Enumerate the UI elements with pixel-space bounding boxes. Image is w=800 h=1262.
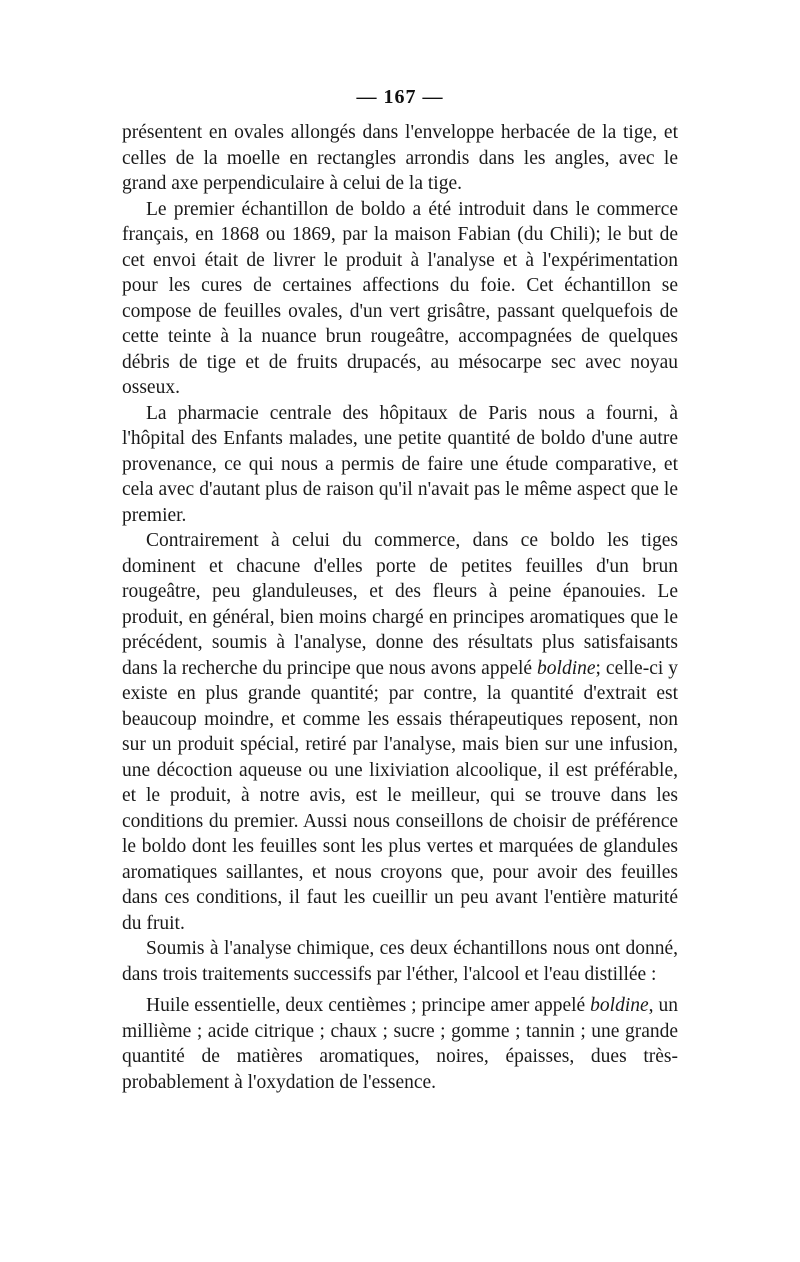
paragraph-results-text-a: Huile essentielle, deux centièmes ; principe amer appelé — [146, 995, 591, 1016]
paragraph-continuation: présentent en ovales allongés dans l'enveloppe herbacée de la tige, et celles de la moelle en rectangles arrondis dans les angles, avec le grand axe perpendiculaire à celui de la tige. — [122, 122, 678, 194]
paragraph-second-sample: La pharmacie centrale des hôpitaux de Paris nous a fourni, à l'hôpital des Enfants malades, une petite quantité de boldo d'une autre provenance, ce qui nous a permis de faire une étude comparative, et cela avec d'autant plus de raison qu'il n'avait pas le même aspect que le premier. — [122, 402, 678, 526]
paragraph-results-text-b: , un millième ; acide citrique ; chaux ; sucre ; gomme ; tannin ; une grande quantité de matières aromatiques, noires, épaisses, dues très-probablement à l'oxydation de l'essence. — [122, 995, 678, 1093]
term-boldine-2: boldine — [590, 995, 649, 1016]
body-text — [122, 120, 678, 1095]
paragraph-comparison — [122, 528, 678, 936]
paragraph-analysis: Soumis à l'analyse chimique, ces deux échantillons nous ont donné, dans trois traitements successifs par l'éther, l'alcool et l'eau distillée : — [122, 938, 678, 985]
paragraph-first-sample: Le premier échantillon de boldo a été introduit dans le commerce français, en 1868 ou 1869, par la maison Fabian (du Chili); le but de cet envoi était de livrer le produit à l'analyse et à l'expérimentation pour les cures de certaines affections du foie. Cet échantillon se compose de feuilles ovales, d'un vert grisâtre, passant quelquefois de cette teinte à la nuance brun rougeâtre, accompagnées de quelques débris de tige et de fruits drupacés, au mésocarpe sec avec noyau osseux. — [122, 198, 678, 398]
paragraph-results — [122, 993, 678, 1095]
paragraph-comparison-text-a: Contrairement à celui du commerce, dans ce boldo les tiges dominent et chacune d'elles porte de petites feuilles d'un brun rougeâtre, peu glanduleuses, et des fleurs à peine épanouies. Le produit, en général, bien moins chargé en principes aromatiques que le précédent, soumis à l'analyse, donne des résultats plus satisfaisants dans la recherche du principe que nous avons appelé — [122, 530, 678, 679]
page-number: — 167 — — [356, 86, 444, 108]
paragraph-comparison-text-b: ; celle-ci y existe en plus grande quantité; par contre, la quantité d'extrait est beaucoup moindre, et comme les essais thérapeutiques reposent, non sur un produit spécial, retiré par l'analyse, mais bien sur une infusion, une décoction aqueuse ou une lixiviation alcoolique, il est préférable, et le produit, à notre avis, est le meilleur, qui se trouve dans les conditions du premier. Aussi nous conseillons de choisir de préférence le boldo dont les feuilles sont les plus vertes et marquées de glandules aromatiques saillantes, et nous croyons que, pour avoir des feuilles dans ces conditions, il faut les cueillir un peu avant l'entière maturité du fruit. — [122, 657, 678, 934]
term-boldine: boldine — [537, 657, 596, 679]
